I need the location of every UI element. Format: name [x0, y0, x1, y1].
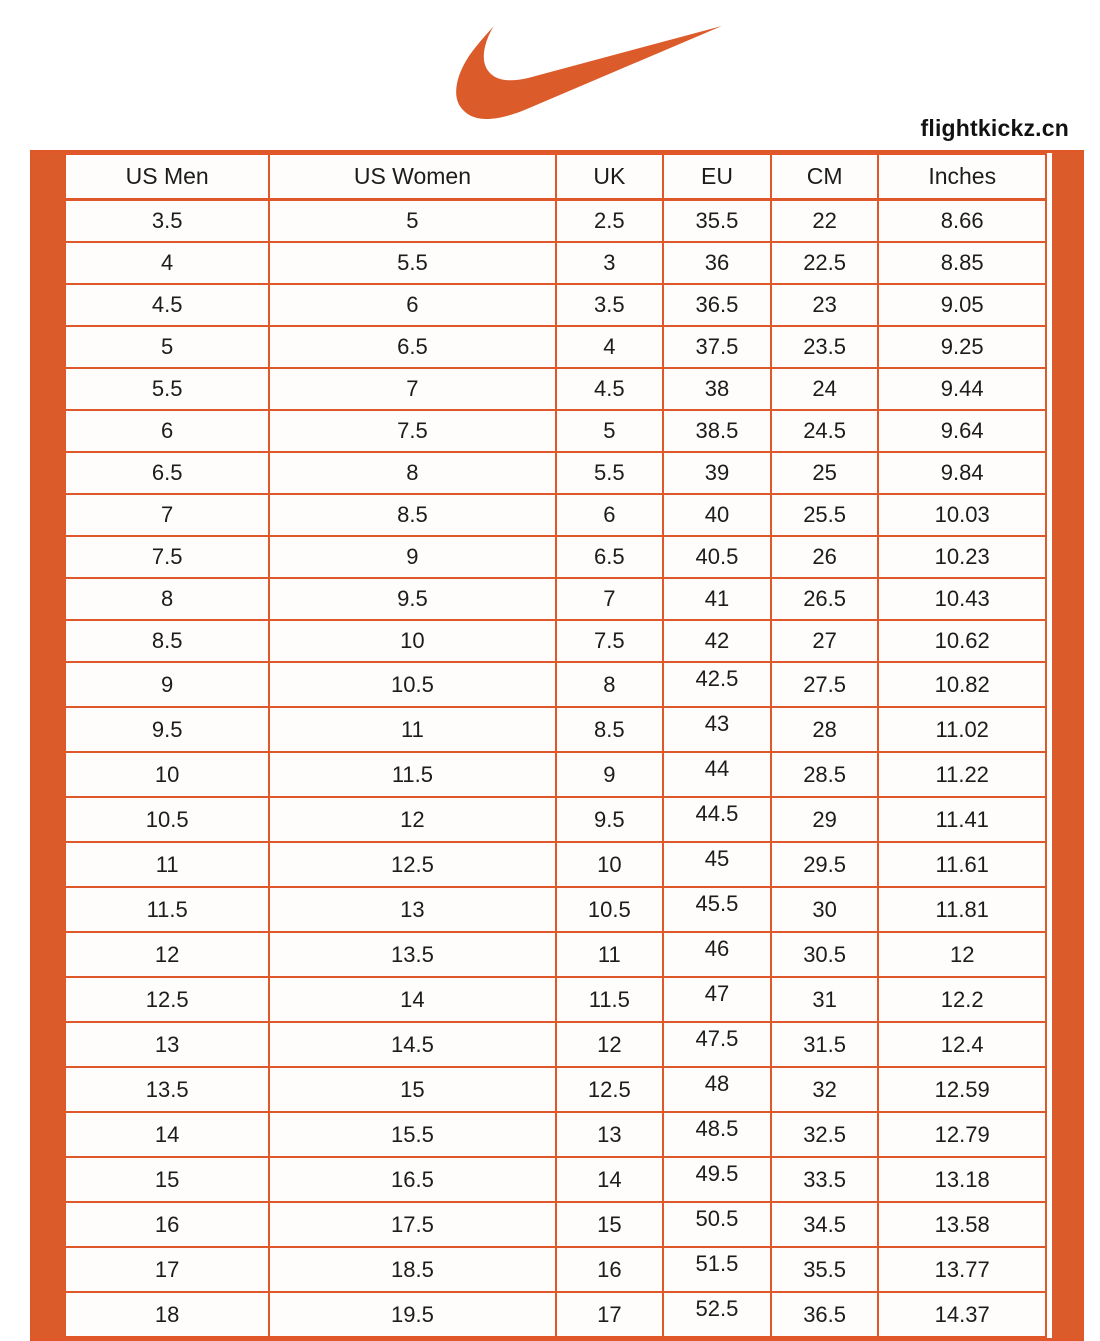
size-cell: 25 — [771, 452, 879, 494]
size-cell: 10.23 — [878, 536, 1046, 578]
size-cell: 12.5 — [556, 1067, 664, 1112]
size-cell: 17 — [556, 1292, 664, 1337]
size-cell: 50.5 — [663, 1202, 771, 1247]
size-cell: 13.58 — [878, 1202, 1046, 1247]
size-cell: 40.5 — [663, 536, 771, 578]
size-cell: 5 — [556, 410, 664, 452]
size-cell: 12.5 — [269, 842, 555, 887]
table-row — [65, 368, 1046, 410]
size-cell: 6.5 — [556, 536, 664, 578]
size-cell: 46 — [663, 932, 771, 977]
size-cell: 6 — [65, 410, 269, 452]
size-cell: 12.59 — [878, 1067, 1046, 1112]
table-row — [65, 536, 1046, 578]
size-cell: 40 — [663, 494, 771, 536]
table-row — [65, 1157, 1046, 1202]
table-row — [65, 977, 1046, 1022]
size-cell: 24.5 — [771, 410, 879, 452]
column-header: US Men — [65, 154, 269, 200]
logo-area — [0, 0, 1100, 150]
table-row — [65, 932, 1046, 977]
size-cell: 44.5 — [663, 797, 771, 842]
size-cell: 38.5 — [663, 410, 771, 452]
size-cell: 18 — [65, 1292, 269, 1337]
size-cell: 36.5 — [771, 1292, 879, 1337]
size-cell: 3.5 — [556, 284, 664, 326]
size-cell: 10 — [556, 842, 664, 887]
size-cell: 12 — [65, 932, 269, 977]
nike-swoosh-icon — [456, 26, 722, 119]
size-cell: 15 — [556, 1202, 664, 1247]
size-cell: 7 — [556, 578, 664, 620]
column-header: EU — [663, 154, 771, 200]
size-cell: 10 — [65, 752, 269, 797]
size-cell: 11 — [65, 842, 269, 887]
size-cell: 37.5 — [663, 326, 771, 368]
size-cell: 8 — [65, 578, 269, 620]
table-row — [65, 797, 1046, 842]
size-cell: 10 — [269, 620, 555, 662]
size-cell: 5.5 — [556, 452, 664, 494]
table-row — [65, 1022, 1046, 1067]
size-cell: 13.5 — [269, 932, 555, 977]
table-row — [65, 284, 1046, 326]
table-row — [65, 1247, 1046, 1292]
size-cell: 19.5 — [269, 1292, 555, 1337]
size-cell: 3 — [556, 242, 664, 284]
size-cell: 5.5 — [269, 242, 555, 284]
size-cell: 2.5 — [556, 200, 664, 243]
table-row — [65, 707, 1046, 752]
size-conversion-table — [64, 153, 1047, 1338]
size-cell: 7.5 — [65, 536, 269, 578]
size-cell: 9.25 — [878, 326, 1046, 368]
size-cell: 29.5 — [771, 842, 879, 887]
size-cell: 10.82 — [878, 662, 1046, 707]
size-cell: 11.81 — [878, 887, 1046, 932]
size-cell: 16 — [65, 1202, 269, 1247]
size-cell: 8 — [269, 452, 555, 494]
size-cell: 49.5 — [663, 1157, 771, 1202]
size-cell: 9 — [269, 536, 555, 578]
table-row — [65, 662, 1046, 707]
size-cell: 17.5 — [269, 1202, 555, 1247]
size-cell: 4 — [556, 326, 664, 368]
size-cell: 13.5 — [65, 1067, 269, 1112]
column-header: US Women — [269, 154, 555, 200]
size-cell: 10.03 — [878, 494, 1046, 536]
table-row — [65, 200, 1046, 243]
size-cell: 15 — [269, 1067, 555, 1112]
size-cell: 6.5 — [65, 452, 269, 494]
size-cell: 6 — [556, 494, 664, 536]
size-cell: 45.5 — [663, 887, 771, 932]
size-cell: 38 — [663, 368, 771, 410]
size-cell: 11 — [556, 932, 664, 977]
size-cell: 9.64 — [878, 410, 1046, 452]
size-cell: 8.5 — [269, 494, 555, 536]
table-row — [65, 494, 1046, 536]
size-cell: 7 — [269, 368, 555, 410]
table-row — [65, 1292, 1046, 1337]
size-cell: 26 — [771, 536, 879, 578]
size-cell: 11.5 — [269, 752, 555, 797]
size-table-body — [65, 200, 1046, 1338]
size-cell: 11.41 — [878, 797, 1046, 842]
size-cell: 9 — [65, 662, 269, 707]
table-row — [65, 620, 1046, 662]
size-cell: 47.5 — [663, 1022, 771, 1067]
column-header: CM — [771, 154, 879, 200]
size-cell: 13.18 — [878, 1157, 1046, 1202]
size-cell: 9.05 — [878, 284, 1046, 326]
size-cell: 16.5 — [269, 1157, 555, 1202]
size-cell: 11.22 — [878, 752, 1046, 797]
size-cell: 9.5 — [269, 578, 555, 620]
size-cell: 9.84 — [878, 452, 1046, 494]
column-header: UK — [556, 154, 664, 200]
size-cell: 9 — [556, 752, 664, 797]
size-cell: 8.5 — [65, 620, 269, 662]
size-cell: 48 — [663, 1067, 771, 1112]
size-cell: 31 — [771, 977, 879, 1022]
size-cell: 5 — [269, 200, 555, 243]
size-cell: 11.61 — [878, 842, 1046, 887]
table-row — [65, 887, 1046, 932]
size-cell: 48.5 — [663, 1112, 771, 1157]
size-cell: 22 — [771, 200, 879, 243]
size-cell: 10.5 — [65, 797, 269, 842]
column-header: Inches — [878, 154, 1046, 200]
table-head — [65, 154, 1046, 200]
size-cell: 10.5 — [269, 662, 555, 707]
size-cell: 32.5 — [771, 1112, 879, 1157]
size-cell: 13.77 — [878, 1247, 1046, 1292]
size-cell: 45 — [663, 842, 771, 887]
size-cell: 13 — [556, 1112, 664, 1157]
size-cell: 36 — [663, 242, 771, 284]
size-cell: 10.5 — [556, 887, 664, 932]
size-cell: 14 — [556, 1157, 664, 1202]
size-cell: 13 — [269, 887, 555, 932]
size-cell: 25.5 — [771, 494, 879, 536]
size-cell: 28 — [771, 707, 879, 752]
size-cell: 5 — [65, 326, 269, 368]
watermark-text: flightkickz.cn — [920, 115, 1069, 141]
size-cell: 26.5 — [771, 578, 879, 620]
size-cell: 12.79 — [878, 1112, 1046, 1157]
size-cell: 4 — [65, 242, 269, 284]
size-cell: 7.5 — [556, 620, 664, 662]
size-cell: 42 — [663, 620, 771, 662]
size-cell: 9.44 — [878, 368, 1046, 410]
size-cell: 15 — [65, 1157, 269, 1202]
table-row — [65, 752, 1046, 797]
size-cell: 4.5 — [65, 284, 269, 326]
size-cell: 10.62 — [878, 620, 1046, 662]
size-cell: 44 — [663, 752, 771, 797]
size-cell: 14.37 — [878, 1292, 1046, 1337]
size-cell: 11.5 — [65, 887, 269, 932]
size-cell: 18.5 — [269, 1247, 555, 1292]
size-cell: 7.5 — [269, 410, 555, 452]
table-row — [65, 1067, 1046, 1112]
size-cell: 4.5 — [556, 368, 664, 410]
size-cell: 23 — [771, 284, 879, 326]
size-cell: 5.5 — [65, 368, 269, 410]
size-cell: 24 — [771, 368, 879, 410]
size-cell: 14 — [269, 977, 555, 1022]
size-cell: 9.5 — [556, 797, 664, 842]
size-cell: 27.5 — [771, 662, 879, 707]
table-row — [65, 1112, 1046, 1157]
size-cell: 8.85 — [878, 242, 1046, 284]
size-cell: 33.5 — [771, 1157, 879, 1202]
size-cell: 42.5 — [663, 662, 771, 707]
size-cell: 51.5 — [663, 1247, 771, 1292]
size-cell: 35.5 — [771, 1247, 879, 1292]
size-cell: 12.5 — [65, 977, 269, 1022]
size-cell: 28.5 — [771, 752, 879, 797]
size-cell: 17 — [65, 1247, 269, 1292]
table-row — [65, 842, 1046, 887]
table-row — [65, 326, 1046, 368]
size-cell: 30.5 — [771, 932, 879, 977]
size-cell: 6.5 — [269, 326, 555, 368]
left-accent-bar — [33, 153, 64, 1338]
size-cell: 16 — [556, 1247, 664, 1292]
size-cell: 34.5 — [771, 1202, 879, 1247]
size-cell: 12 — [556, 1022, 664, 1067]
size-cell: 14.5 — [269, 1022, 555, 1067]
size-cell: 8.66 — [878, 200, 1046, 243]
size-cell: 52.5 — [663, 1292, 771, 1337]
size-cell: 15.5 — [269, 1112, 555, 1157]
size-cell: 41 — [663, 578, 771, 620]
size-cell: 10.43 — [878, 578, 1046, 620]
table-row — [65, 452, 1046, 494]
size-cell: 12.2 — [878, 977, 1046, 1022]
size-chart-frame — [30, 150, 1084, 1341]
size-cell: 27 — [771, 620, 879, 662]
size-cell: 11.5 — [556, 977, 664, 1022]
header-row — [65, 154, 1046, 200]
size-cell: 36.5 — [663, 284, 771, 326]
right-accent-bar — [1052, 153, 1081, 1338]
size-cell: 12 — [269, 797, 555, 842]
size-cell: 12 — [878, 932, 1046, 977]
size-cell: 30 — [771, 887, 879, 932]
table-row — [65, 578, 1046, 620]
size-cell: 39 — [663, 452, 771, 494]
size-cell: 29 — [771, 797, 879, 842]
size-cell: 11 — [269, 707, 555, 752]
table-row — [65, 242, 1046, 284]
size-cell: 13 — [65, 1022, 269, 1067]
size-cell: 31.5 — [771, 1022, 879, 1067]
size-cell: 3.5 — [65, 200, 269, 243]
size-cell: 47 — [663, 977, 771, 1022]
size-cell: 9.5 — [65, 707, 269, 752]
size-cell: 7 — [65, 494, 269, 536]
size-cell: 35.5 — [663, 200, 771, 243]
table-row — [65, 410, 1046, 452]
size-cell: 14 — [65, 1112, 269, 1157]
size-cell: 12.4 — [878, 1022, 1046, 1067]
size-cell: 11.02 — [878, 707, 1046, 752]
size-cell: 32 — [771, 1067, 879, 1112]
size-cell: 22.5 — [771, 242, 879, 284]
size-cell: 43 — [663, 707, 771, 752]
size-cell: 8.5 — [556, 707, 664, 752]
size-cell: 6 — [269, 284, 555, 326]
table-row — [65, 1202, 1046, 1247]
size-cell: 23.5 — [771, 326, 879, 368]
size-cell: 8 — [556, 662, 664, 707]
